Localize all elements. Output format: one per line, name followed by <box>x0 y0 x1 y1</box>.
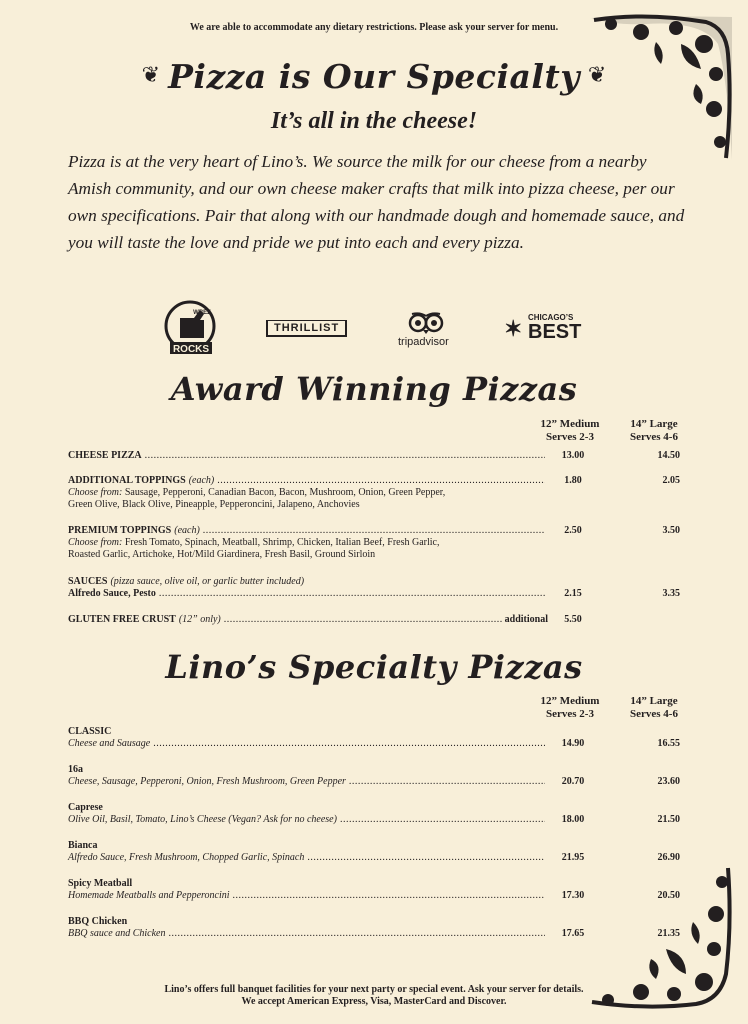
specialty-item-caprese <box>68 802 680 826</box>
intro-paragraph: Pizza is at the very heart of Lino’s. We source the milk for our cheese from a nearby Amish community, and our own cheese maker crafts that milk into pizza cheese, per our own specifications. Pair that along with our handmade dough and homemade sauce, and you will taste the love and pride we put into each and every pizza. <box>68 152 685 252</box>
menu-item-gluten-free <box>68 614 680 626</box>
topping-list-line1: Fresh Tomato, Spinach, Meatball, Shrimp, Chicken, Italian Beef, Fresh Garlic, <box>124 537 440 548</box>
price-medium: 13.00 <box>561 450 585 461</box>
rocks-logo <box>162 300 220 356</box>
item-desc: Alfredo Sauce, Fresh Mushroom, Chopped Garlic, Spinach <box>68 852 305 863</box>
footer-note <box>0 984 748 1008</box>
choose-from-label: Choose from: <box>68 487 123 498</box>
sauce-options: Alfredo Sauce, Pesto <box>68 588 156 599</box>
footer-payment: We accept American Express, Visa, MasterCard and Discover. <box>241 996 507 1007</box>
price-medium: 5.50 <box>564 614 582 625</box>
item-name: Spicy Meatball <box>68 878 133 889</box>
price-medium: 18.00 <box>561 814 585 825</box>
item-desc: Olive Oil, Basil, Tomato, Lino’s Cheese (Vegan? Ask for no cheese) <box>68 814 337 825</box>
specialty-heading: Lino’s Specialty Pizzas <box>165 648 583 686</box>
dietary-notice: We are able to accommodate any dietary restrictions. Please ask your server for menu. <box>189 22 559 33</box>
price-medium: 2.15 <box>564 588 582 599</box>
price-medium: 14.90 <box>561 738 585 749</box>
price-large: 26.90 <box>657 852 680 863</box>
price-large: 3.35 <box>662 588 680 599</box>
price-large: 3.50 <box>662 525 680 536</box>
rocks-logo-text: ROCKS <box>172 344 210 355</box>
specialty-item-classic <box>68 726 680 750</box>
thrillist-text: THRILLIST <box>274 322 340 334</box>
rocks-logo-top: WBEZ <box>193 310 211 316</box>
award-col-large <box>614 418 694 444</box>
topping-list-line1: Sausage, Pepperoni, Canadian Bacon, Bacon, Mushroom, Onion, Green Pepper, <box>124 487 446 498</box>
item-note: (each) <box>188 475 215 486</box>
star-icon: ✶ <box>504 316 523 341</box>
dot-leader <box>159 588 545 600</box>
dot-leader <box>203 525 545 537</box>
topping-list-line2: Green Olive, Black Olive, Pineapple, Pepperoncini, Jalapeno, Anchovies <box>68 499 360 510</box>
chicagos-best-logo <box>504 314 581 342</box>
price-medium: 1.80 <box>564 475 582 486</box>
price-medium: 17.30 <box>561 890 585 901</box>
menu-item-cheese-pizza <box>68 450 680 462</box>
menu-item-sauces <box>68 576 680 600</box>
price-medium: 2.50 <box>564 525 582 536</box>
dot-leader <box>349 776 545 788</box>
dot-leader <box>224 614 502 626</box>
award-col-large-serves: Serves 4-6 <box>630 431 678 443</box>
dot-leader <box>233 890 545 902</box>
tripadvisor-text: tripadvisor <box>398 336 449 348</box>
item-desc: Cheese and Sausage <box>68 738 151 749</box>
price-large: 16.55 <box>657 738 680 749</box>
best-label: BEST <box>528 321 582 343</box>
award-col-medium-size: 12” Medium <box>540 418 600 430</box>
price-large: 2.05 <box>662 475 680 486</box>
item-desc: Homemade Meatballs and Pepperoncini <box>68 890 230 901</box>
subtitle: It’s all in the cheese! <box>270 108 478 134</box>
price-medium: 20.70 <box>561 776 585 787</box>
award-logos <box>160 300 600 360</box>
price-medium: 17.65 <box>561 928 585 939</box>
specialty-col-medium-size: 12” Medium <box>540 695 600 707</box>
item-desc: BBQ sauce and Chicken <box>68 928 166 939</box>
dot-leader <box>340 814 545 826</box>
item-name: CLASSIC <box>68 726 112 737</box>
dot-leader <box>217 475 545 487</box>
item-name: Caprese <box>68 802 103 813</box>
item-name: PREMIUM TOPPINGS <box>68 525 172 536</box>
item-name: GLUTEN FREE CRUST <box>68 614 176 625</box>
price-medium: 21.95 <box>561 852 585 863</box>
specialty-col-medium-serves: Serves 2-3 <box>546 708 594 720</box>
item-name: BBQ Chicken <box>68 916 128 927</box>
additional-label: additional <box>504 614 548 625</box>
specialty-col-large-size: 14” Large <box>630 695 678 707</box>
topping-list-line2: Roasted Garlic, Artichoke, Hot/Mild Giardinera, Fresh Basil, Ground Sirloin <box>68 549 376 560</box>
item-name: Bianca <box>68 840 98 851</box>
dot-leader <box>168 928 545 940</box>
fleur-right-icon: ❦ <box>587 62 607 87</box>
award-col-large-size: 14” Large <box>630 418 678 430</box>
item-name: 16a <box>68 764 83 775</box>
price-large: 20.50 <box>657 890 680 901</box>
specialty-item-bbq-chicken <box>68 916 680 940</box>
specialty-col-large <box>614 695 694 721</box>
price-large: 23.60 <box>657 776 680 787</box>
menu-item-additional-toppings <box>68 475 680 511</box>
item-note: (each) <box>174 525 200 536</box>
page-title: Pizza is Our Specialty <box>168 57 580 96</box>
chicagos-label: CHICAGO’S <box>528 313 574 322</box>
choose-from-label: Choose from: <box>68 537 123 548</box>
fleur-left-icon: ❦ <box>141 62 161 87</box>
item-note: (pizza sauce, olive oil, or garlic butter included) <box>110 576 305 587</box>
dot-leader <box>153 738 545 750</box>
specialty-item-bianca <box>68 840 680 864</box>
footer-banquet: Lino’s offers full banquet facilities for your next party or special event. Ask your server for details. <box>164 984 584 995</box>
specialty-col-large-serves: Serves 4-6 <box>630 708 678 720</box>
tripadvisor-owl-icon <box>406 310 446 334</box>
dot-leader <box>145 450 545 462</box>
award-col-medium <box>530 418 610 444</box>
item-name: SAUCES <box>68 576 108 587</box>
award-col-medium-serves: Serves 2-3 <box>546 431 594 443</box>
item-desc: Cheese, Sausage, Pepperoni, Onion, Fresh Mushroom, Green Pepper <box>68 776 346 787</box>
specialty-col-medium <box>530 695 610 721</box>
item-name: ADDITIONAL TOPPINGS <box>68 475 186 486</box>
item-name: CHEESE PIZZA <box>68 450 142 461</box>
award-heading: Award Winning Pizzas <box>170 370 578 408</box>
menu-item-premium-toppings <box>68 525 680 561</box>
price-large: 14.50 <box>657 450 680 461</box>
item-note: (12” only) <box>178 614 221 625</box>
price-large: 21.50 <box>657 814 680 825</box>
page-title-row <box>0 57 748 96</box>
price-large: 21.35 <box>657 928 680 939</box>
thrillist-logo <box>266 320 347 337</box>
specialty-item-16a <box>68 764 680 788</box>
dot-leader <box>307 852 545 864</box>
specialty-item-spicy-meatball <box>68 878 680 902</box>
